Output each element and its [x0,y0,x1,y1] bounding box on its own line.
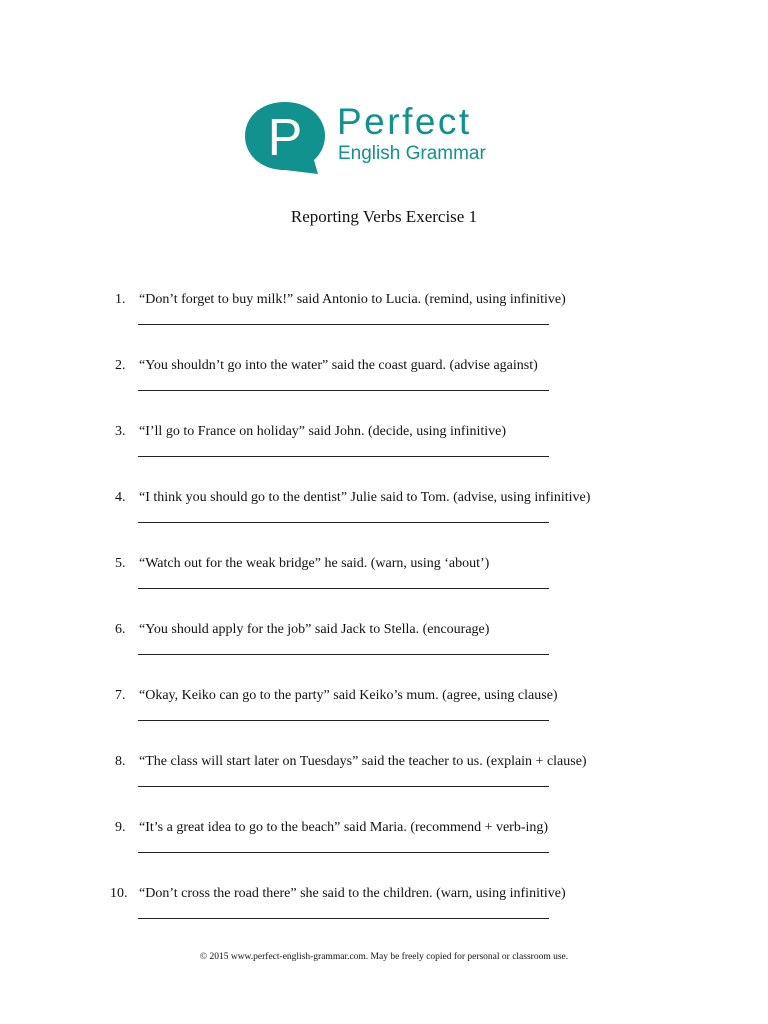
copyright-footer: © 2015 www.perfect-english-grammar.com. May be freely copied for personal or classroom use. [199,952,569,962]
logo [243,100,533,176]
question-text: “Watch out for the weak bridge” he said. (warn, using ‘about’) [139,556,490,571]
question-text: “Don’t cross the road there” she said to the children. (warn, using infinitive) [139,886,566,901]
question-number: 4. [115,490,126,505]
question-text: “I think you should go to the dentist” Julie said to Tom. (advise, using infinitive) [139,490,591,505]
answer-line [138,852,549,853]
brand-tagline: English Grammar [338,143,486,164]
question-item [0,686,768,752]
question-item [0,620,768,686]
question-number: 5. [115,556,126,571]
answer-line [138,654,549,655]
question-item [0,422,768,488]
answer-line [138,324,549,325]
question-text: “You shouldn’t go into the water” said the coast guard. (advise against) [139,358,538,373]
question-number: 2. [115,358,126,373]
question-item [0,290,768,356]
answer-line [138,588,549,589]
answer-line [138,390,549,391]
question-text: “It’s a great idea to go to the beach” said Maria. (recommend + verb-ing) [139,820,549,835]
speech-bubble-logo-icon [243,100,327,176]
brand-name: Perfect [337,101,472,142]
question-number: 7. [115,688,126,703]
question-number: 6. [115,622,126,637]
question-number: 9. [115,820,126,835]
question-item [0,488,768,554]
question-item [0,752,768,818]
answer-line [138,720,549,721]
answer-line [138,786,549,787]
question-item [0,884,768,950]
question-item [0,554,768,620]
question-number: 8. [115,754,126,769]
logo-letter: P [267,109,303,167]
question-text: “I’ll go to France on holiday” said John. (decide, using infinitive) [139,424,507,439]
page-title: Reporting Verbs Exercise 1 [290,207,478,226]
question-item [0,356,768,422]
answer-line [138,918,549,919]
question-text: “You should apply for the job” said Jack to Stella. (encourage) [139,622,490,637]
question-item [0,818,768,884]
question-number: 10. [110,886,128,901]
question-text: “The class will start later on Tuesdays” said the teacher to us. (explain + clause) [139,754,587,769]
answer-line [138,456,549,457]
answer-line [138,522,549,523]
question-number: 3. [115,424,126,439]
question-text: “Don’t forget to buy milk!” said Antonio to Lucia. (remind, using infinitive) [139,292,566,307]
question-number: 1. [115,292,126,307]
question-list [0,290,768,950]
question-text: “Okay, Keiko can go to the party” said Keiko’s mum. (agree, using clause) [139,688,558,703]
